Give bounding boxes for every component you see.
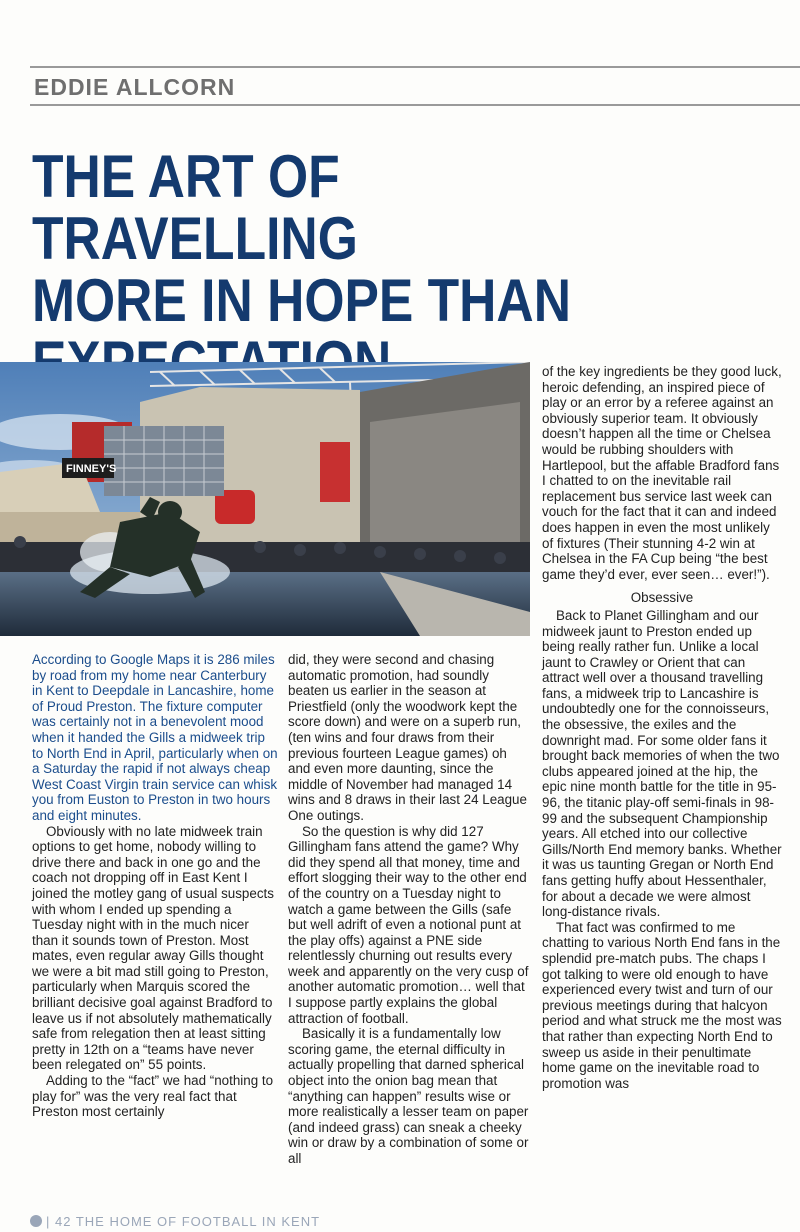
top-rule: [30, 66, 800, 68]
header-rule: [30, 104, 800, 106]
article-paragraph: So the question is why did 127 Gillingham fans attend the game? Why did they spend all that money, time and effort slogging their way to the other end of the country on a Tuesday night to watch a game between the Gills (safe but well adrift of even a notional punt at the play offs) against a PNE side relentlessly churning out results every week and apparently on the very cusp of another automatic promotion… well that I suppose partly explains the global attraction of football.: [288, 823, 529, 1026]
article-paragraph: Adding to the “fact” we had “nothing to play for” was the very real fact that Preston most certainly: [32, 1073, 274, 1120]
finneys-sign: FINNEY'S: [66, 463, 117, 475]
club-badge-icon: [30, 1215, 42, 1227]
article-paragraph: Basically it is a fundamentally low scoring game, the eternal difficulty in actually propelling that darned spherical object into the onion bag mean that “anything can happen” results wise or more realistically a lesser team on paper (and indeed grass) can sneak a cheeky win or draw by a combination of some or all: [288, 1026, 529, 1166]
headline-line-1: THE ART OF TRAVELLING: [32, 143, 358, 272]
article-paragraph: of the key ingredients be they good luck, heroic defending, an inspired piece of play or an error by a referee against an obviously superior team. It obviously doesn’t happen all the time or Chelsea would be rubbing shoulders with Hartlepool, but the affable Bradford fans I chatted to on the inevitable rail replacement bus service last week can vouch for the fact that it can and indeed does happen in even the most unlikely of fixtures (Their stunning 4-2 win at Chelsea in the FA Cup being “the best game they’d ever, ever seen… ever!”).: [542, 364, 782, 582]
article-paragraph: Back to Planet Gillingham and our midweek jaunt to Preston ended up being really rather fun. Unlike a local jaunt to Crawley or Orient that can attract well over a thousand travelling fans, a midweek trip to Lancashire is undoubtedly one for the connoisseurs, the obsessive, the exiles and the downright mad. For some older fans it brought back memories of when the two clubs appeared joined at the hip, the epic nine month battle for the title in 95-96, the titanic play-off semi-finals in 98-99 and the subsequent Championship years. All etched into our collective Gills/North End memory banks. Whether it was us taunting Gregan or North End fans getting huffy about Hessenthaler, for about a decade we were almost long-distance rivals.: [542, 607, 782, 920]
author-name: EDDIE ALLCORN: [34, 74, 236, 100]
stadium-illustration: [0, 362, 530, 636]
article-column-2: [288, 652, 530, 1167]
article-column-1: [32, 652, 278, 1120]
section-subhead: Obsessive: [630, 590, 694, 606]
article-paragraph: did, they were second and chasing automatic promotion, had soundly beaten us earlier in the season at Priestfield (only the woodwork kept the score down) and were on a superb run, (ten wins and four draws from their previous fourteen League games) oh and even more daunting, since the middle of November had managed 14 wins and 8 draws in their last 24 League One outings.: [288, 652, 527, 823]
headline-line-2: MORE IN HOPE THAN: [32, 267, 571, 334]
article-paragraph: Obviously with no late midweek train options to get home, nobody willing to drive there and back in one go and the coach not dropping off in East Kent I joined the motley gang of usual suspects with whom I ended up spending a Tuesday night with in the much nicer than it sounds town of Preston. Most mates, even regular away Gills thought we were a bit mad still going to Preston, particularly when Marquis scored the brilliant decisive goal against Bradford to leave us if not absolutely mathematically safe from relegation then at least sitting pretty in 12th on a “teams have never been relegated on” 55 points.: [32, 823, 274, 1073]
article-headline: [32, 143, 668, 394]
stadium-photo: [0, 362, 530, 636]
article-paragraph: That fact was confirmed to me chatting to various North End fans in the splendid pre-match pubs. The chaps I got talking to were old enough to have experienced every twist and turn of our previous meetings during that halcyon period and what struck me the most was that rather than expecting North End to sweep us aside in their penultimate home game on the inevitable road to promotion was: [542, 919, 782, 1091]
article-paragraph: According to Google Maps it is 286 miles by road from my home near Canterbury in Kent to Deepdale in Lancashire, home of Proud Preston. The fixture computer was certainly not in a benevolent mood when it handed the Gills a midweek trip to North End in April, particularly when on a Saturday the rapid if not always cheap West Coast Virgin train service can whisk you from Euston to Preston in two hours and eight minutes.: [32, 652, 278, 823]
footer-text: | 42 THE HOME OF FOOTBALL IN KENT: [46, 1214, 321, 1229]
article-column-3: [542, 364, 782, 1091]
page-footer: [30, 1214, 320, 1229]
